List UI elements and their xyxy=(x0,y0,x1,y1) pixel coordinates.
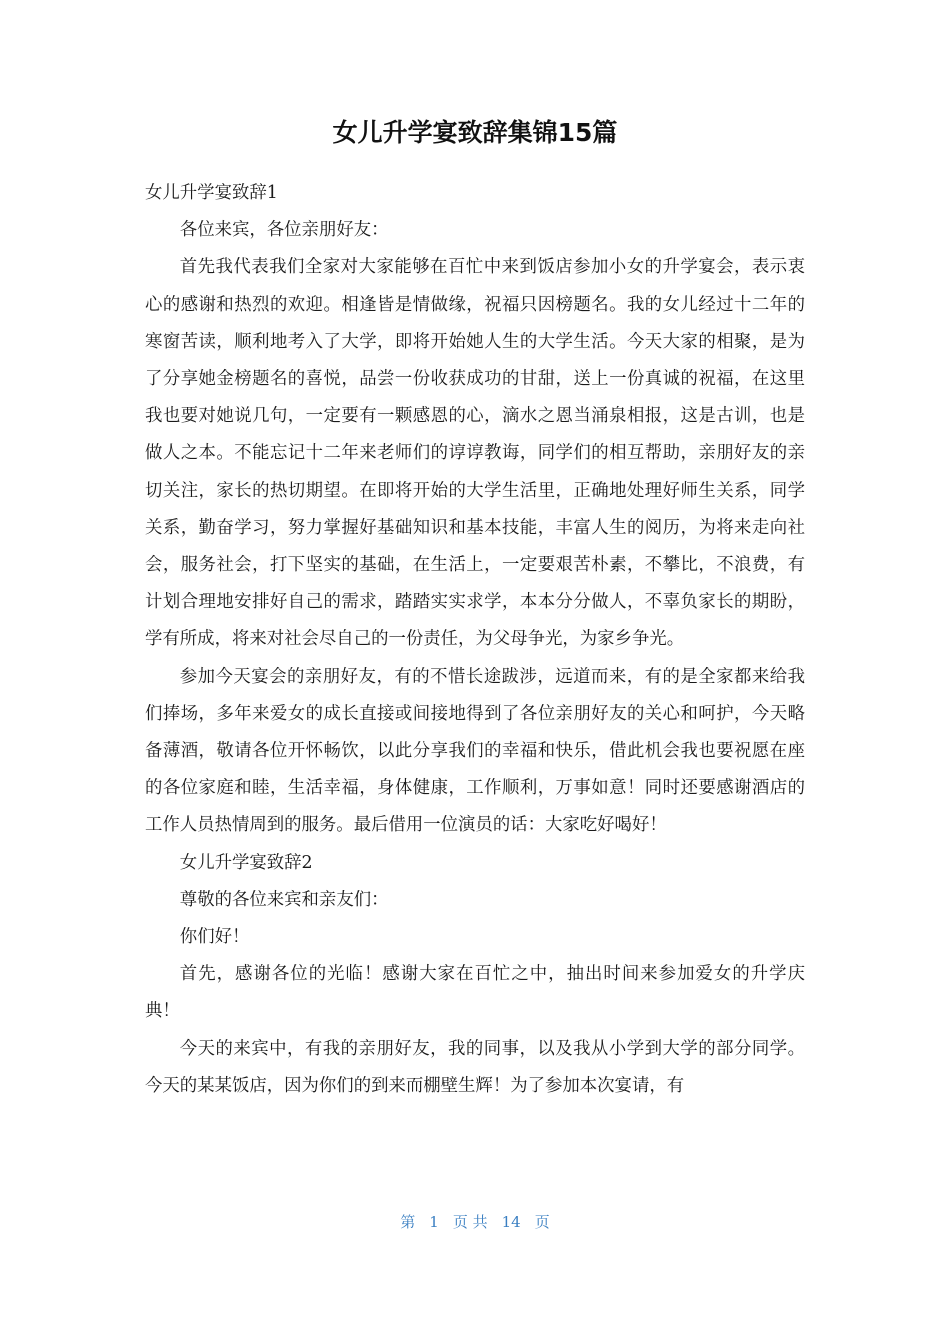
body-paragraph: 首先，感谢各位的光临！感谢大家在百忙之中，抽出时间来参加爱女的升学庆典！ xyxy=(145,964,805,1022)
footer-middle: 页 共 xyxy=(452,1213,488,1231)
total-page-count: 14 xyxy=(501,1213,521,1231)
current-page-number: 1 xyxy=(429,1213,439,1231)
body-paragraph: 首先我代表我们全家对大家能够在百忙中来到饭店参加小女的升学宴会，表示衷心的感谢和热烈的欢迎。相逢皆是情做缘，祝福只因榜题名。我的女儿经过十二年的寒窗苦读，顺利地考入了大学，即将开始她人生的大学生活。今天大家的相聚，是为了分享她金榜题名的喜悦，品尝一份收获成功的甘甜，送上一份真诚的祝福，在这里我也要对她说几句，一定要有一颗感恩的心，滴水之恩当涌泉相报，这是古训，也是做人之本。不能忘记十二年来老师们的谆谆教诲，同学们的相互帮助，亲朋好友的亲切关注，家长的热切期望。在即将开始的大学生活里，正确地处理好师生关系，同学关系，勤奋学习，努力掌握好基础知识和基本技能，丰富人生的阅历，为将来走向社会，服务社会，打下坚实的基础，在生活上，一定要艰苦朴素，不攀比，不浪费，有计划合理地安排好自己的需求，踏踏实实求学，本本分分做人，不辜负家长的期盼，学有所成，将来对社会尽自己的一份责任，为父母争光，为家乡争光。 xyxy=(145,257,805,650)
section-heading-2: 女儿升学宴致辞2 xyxy=(179,852,313,873)
greeting-paragraph: 你们好！ xyxy=(179,927,250,948)
document-title: 女儿升学宴致辞集锦15篇 xyxy=(332,118,618,147)
body-paragraph: 参加今天宴会的亲朋好友，有的不惜长途跋涉，远道而来，有的是全家都来给我们捧场，多年来爱女的成长直接或间接地得到了各位亲朋好友的关心和呵护，今天略备薄酒，敬请各位开怀畅饮，以此分享我们的幸福和快乐，借此机会我也要祝愿在座的各位家庭和睦，生活幸福，身体健康，工作顺利，万事如意！同时还要感谢酒店的工作人员热情周到的服务。最后借用一位演员的话：大家吃好喝好！ xyxy=(145,666,805,836)
footer-suffix: 页 xyxy=(534,1213,550,1231)
salutation-paragraph: 各位来宾，各位亲朋好友： xyxy=(179,220,389,241)
body-paragraph: 今天的来宾中，有我的亲朋好友，我的同事，以及我从小学到大学的部分同学。今天的某某饭店，因为你们的到来而棚壁生辉！为了参加本次宴请，有 xyxy=(145,1038,805,1096)
footer-prefix: 第 xyxy=(400,1213,416,1231)
section-heading-1: 女儿升学宴致辞1 xyxy=(145,183,278,203)
salutation-paragraph: 尊敬的各位来宾和亲友们： xyxy=(179,889,389,910)
document-body xyxy=(145,175,805,1105)
page-footer xyxy=(0,1210,950,1234)
